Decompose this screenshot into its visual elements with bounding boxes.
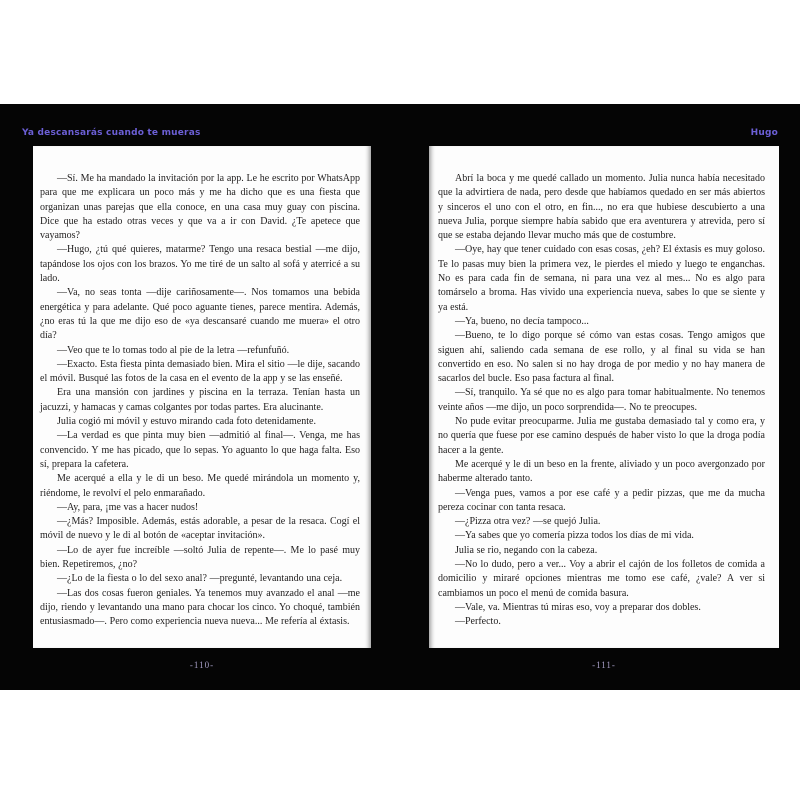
paragraph: Julia cogió mi móvil y estuvo mirando cada foto detenidamente. <box>57 416 316 428</box>
paragraph: —Perfecto. <box>455 616 501 628</box>
paragraph: No pude evitar preocuparme. Julia me gustaba demasiado tal y como era, y no quería que fuese por ese camino después de haber visto lo que la droga podía hacer a la gente. <box>438 416 765 456</box>
paragraph: —Ya, bueno, no decía tampoco... <box>455 315 589 327</box>
paragraph: Me acerqué y le di un beso en la frente, aliviado y un poco avergonzado por haberme alterado tanto. <box>438 458 765 485</box>
paragraph: —Ya sabes que yo comería pizza todos los días de mi vida. <box>455 530 694 542</box>
running-header-chapter: Hugo <box>750 128 778 138</box>
paragraph: —Lo de ayer fue increíble —soltó Julia de repente—. Me lo pasé muy bien. Repetiremos, ¿no? <box>40 544 360 571</box>
paragraph: —Sí. Me ha mandado la invitación por la app. Le he escrito por WhatsApp para que me explicara un poco más y me ha dicho que es una fiesta que organizan unas parejas que ella conoce, en una casa muy guay con piscina. Dice que ha estado otras veces y que va a ir con David. ¿Te apetece que vayamos? <box>40 173 360 242</box>
paragraph: —¿Pizza otra vez? —se quejó Julia. <box>455 516 601 528</box>
paragraph: Era una mansión con jardines y piscina en la terraza. Tenían hasta un jacuzzi, y hamacas y camas colgantes por todas partes. Era alucinante. <box>40 387 360 413</box>
paragraph: —Vale, va. Mientras tú miras eso, voy a preparar dos dobles. <box>455 601 701 613</box>
running-header <box>0 128 800 142</box>
paragraph: —Las dos cosas fueron geniales. Ya tenemos muy avanzado el anal —me dijo, riendo y levantando una mano para chocar los cinco. Yo choqué, también entusiasmado—. Pero como experiencia nueva nueva... Me refería al éxtasis. <box>40 587 360 628</box>
paragraph: Julia se rio, negando con la cabeza. <box>455 544 598 556</box>
paragraph: —Exacto. Esta fiesta pinta demasiado bien. Mira el sitio —le dije, sacando el móvil. Busqué las fotos de la casa en el evento de la app y se las enseñé. <box>40 358 360 385</box>
paragraph: —Oye, hay que tener cuidado con esas cosas, ¿eh? El éxtasis es muy goloso. Te lo pasas muy bien la primera vez, le pierdes el miedo y luego te enganchas. No es para cada fin de semana, ni para una vez al mes... No es algo para tomárselo a broma. Has vivido una experiencia nueva, sabes lo que se siente y ya está. <box>438 244 765 313</box>
right-page-number: -111- <box>592 660 616 670</box>
paragraph: —Hugo, ¿tú qué quieres, matarme? Tengo una resaca bestial —me dijo, tapándose los ojos con los brazos. Yo me tiré de un salto al sofá y aterricé a su lado. <box>40 244 360 285</box>
paragraph: Me acerqué a ella y le di un beso. Me quedé mirándola un momento y, riéndome, le revolví el pelo enmarañado. <box>40 473 360 499</box>
paragraph: —Sí, tranquilo. Ya sé que no es algo para tomar habitualmente. No tenemos veinte años —me dijo, un poco sorprendida—. No te preocupes. <box>438 387 765 413</box>
book-spread-background <box>0 104 800 690</box>
paragraph: —Veo que te lo tomas todo al pie de la letra —refunfuñó. <box>57 344 290 356</box>
paragraph: —Bueno, te lo digo porque sé cómo van estas cosas. Tengo amigos que siguen ahí, saliendo cada semana de ese rollo, y al final su vida se han convertido en eso. No salen si no hay droga de por medio y no hay manera de sacarlos del bucle. Eso pasa factura al final. <box>438 330 765 385</box>
paragraph: —¿Más? Imposible. Además, estás adorable, a pesar de la resaca. Cogí el móvil de nuevo y le di al botón de «aceptar invitación». <box>40 516 360 542</box>
left-page <box>33 146 371 648</box>
paragraph: —Va, no seas tonta —dije cariñosamente—. Nos tomamos una bebida energética y para adelante. Qué poco aguante tienes, parece mentira. Además, ¿no eras tú la que me dijo eso de «ya descansaré cuando me muera» el otro día? <box>40 287 360 342</box>
paragraph: —Ay, para, ¡me vas a hacer nudos! <box>57 501 199 513</box>
left-page-number: -110- <box>189 660 215 670</box>
paragraph: —¿Lo de la fiesta o lo del sexo anal? —pregunté, levantando una ceja. <box>57 573 343 585</box>
paragraph: —No lo dudo, pero a ver... Voy a abrir el cajón de los folletos de comida a domicilio y miraré opciones mientras me tomo ese café, ¿vale? A ver si cambiamos un poco el menú de comida basura. <box>438 559 765 599</box>
paragraph: Abrí la boca y me quedé callado un momento. Julia nunca había necesitado que la advirtiera de nada, pero desde que habíamos quedado en ser más abiertos y sinceros el uno con el otro, en fin..., no era que hubiese descubierto a una nueva Julia, porque siempre había sabido que era aventurera y atrevida, pero sí que se estaba dejando llevar mucho más que de costumbre. <box>438 173 765 242</box>
paragraph: —Venga pues, vamos a por ese café y a pedir pizzas, que me da mucha pereza cocinar con tanta resaca. <box>438 487 765 513</box>
right-page <box>429 146 779 648</box>
running-header-title: Ya descansarás cuando te mueras <box>22 128 201 138</box>
paragraph: —La verdad es que pinta muy bien —admitió al final—. Venga, me has convencido. Y me has picado, que lo sepas. Yo aguanto lo que haga falta. Eso sí, prepara la cafetera. <box>40 430 360 470</box>
